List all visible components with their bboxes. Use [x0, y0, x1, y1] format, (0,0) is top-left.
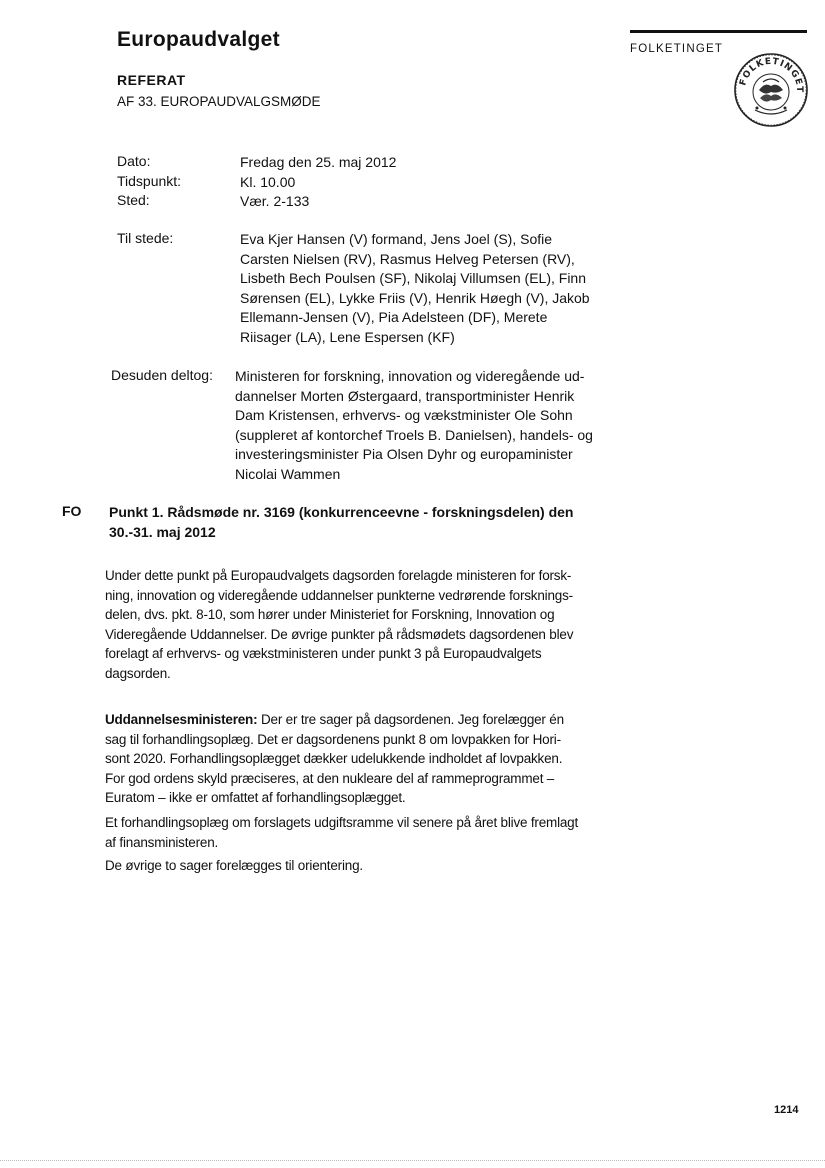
- place-value: Vær. 2-133: [240, 193, 310, 209]
- date-label: Dato:: [117, 153, 151, 169]
- paragraph-line: Videregående Uddannelser. De øvrige punkter på rådsmødets dagsordenen blev: [105, 626, 574, 642]
- attendees-label: Til stede:: [117, 230, 174, 246]
- attendees-line: Eva Kjer Hansen (V) formand, Jens Joel (S), Sofie: [240, 231, 553, 247]
- agenda-item-heading: [109, 503, 589, 542]
- minister-statement: [105, 710, 600, 808]
- agenda-heading-line: Punkt 1. Rådsmøde nr. 3169 (konkurrenceevne - forskningsdelen) den: [109, 504, 574, 520]
- attendees-line: Lisbeth Bech Poulsen (SF), Nikolaj Villumsen (EL), Finn: [240, 270, 587, 286]
- time-label: Tidspunkt:: [117, 173, 182, 189]
- paragraph-line: Under dette punkt på Europaudvalgets dagsorden forelagde ministeren for forsk-: [105, 568, 572, 583]
- paragraph-line: Et forhandlingsoplæg om forslagets udgiftsramme vil senere på året blive fremlagt: [105, 815, 579, 830]
- meeting-number: AF 33. EUROPAUDVALGSMØDE: [117, 94, 321, 109]
- attendees-line: Ellemann-Jensen (V), Pia Adelsteen (DF), Merete: [240, 309, 548, 325]
- paragraph-line: For god ordens skyld præciseres, at den nukleare del af rammeprogrammet –: [105, 770, 555, 786]
- attendees-line: Carsten Nielsen (RV), Rasmus Helveg Petersen (RV),: [240, 250, 575, 267]
- attendees-line: Riisager (LA), Lene Espersen (KF): [240, 328, 455, 345]
- also-present-line: dannelser Morten Østergaard, transportminister Henrik: [235, 387, 575, 404]
- page-edge-divider: [0, 1160, 825, 1162]
- attendees-list: [240, 230, 590, 347]
- attendees-line: Sørensen (EL), Lykke Friis (V), Henrik Høegh (V), Jakob: [240, 289, 590, 306]
- also-present-line: Dam Kristensen, erhvervs- og vækstminister Ole Sohn: [235, 407, 573, 423]
- intro-paragraph: [105, 566, 600, 683]
- paragraph-line: sont 2020. Forhandlingsoplægget dækker udelukkende indholdet af lovpakken.: [105, 751, 563, 766]
- document-type: REFERAT: [117, 72, 186, 88]
- time-value: Kl. 10.00: [240, 174, 296, 190]
- paragraph-line: dagsorden.: [105, 665, 171, 681]
- folketinget-seal-logo: [733, 52, 809, 128]
- also-present-line: Ministeren for forskning, innovation og videregående ud-: [235, 368, 585, 384]
- closing-paragraph: De øvrige to sager forelægges til orientering.: [105, 858, 363, 873]
- margin-code: FO: [62, 503, 82, 519]
- paragraph-line: Euratom – ikke er omfattet af forhandlingsoplægget.: [105, 790, 406, 805]
- header-rule: [630, 30, 807, 33]
- paragraph-line: sag til forhandlingsoplæg. Det er dagsordenens punkt 8 om lovpakken for Hori-: [105, 731, 561, 747]
- paragraph-line: delen, dvs. pkt. 8-10, som hører under Ministeriet for Forskning, Innovation og: [105, 607, 555, 622]
- also-present-line: Nicolai Wammen: [235, 465, 341, 482]
- statement-first-line: Der er tre sager på dagsordenen. Jeg forelægger én: [257, 712, 564, 727]
- paragraph-line: ning, innovation og videregående uddannelser punkterne vedrørende forsknings-: [105, 587, 573, 603]
- paragraph-line: af finansministeren.: [105, 834, 219, 850]
- paragraph-line: [105, 710, 600, 730]
- date-value: Fredag den 25. maj 2012: [240, 154, 397, 170]
- also-present-line: (suppleret af kontorchef Troels B. Danielsen), handels- og: [235, 426, 593, 443]
- paragraph-line: forelagt af erhvervs- og vækstministeren under punkt 3 på Europaudvalgets: [105, 646, 542, 661]
- seal-text: FOLKETINGET: [738, 56, 805, 94]
- speaker-name: Uddannelsesministeren:: [105, 712, 258, 727]
- budget-paragraph: [105, 813, 600, 852]
- committee-title: Europaudvalget: [117, 28, 280, 51]
- also-present-label: Desuden deltog:: [111, 367, 213, 383]
- page-number: 1214: [774, 1104, 799, 1116]
- brand-name: FOLKETINGET: [630, 43, 724, 55]
- agenda-heading-line: 30.-31. maj 2012: [109, 523, 216, 540]
- also-present-list: [235, 367, 605, 484]
- place-label: Sted:: [117, 192, 150, 208]
- also-present-line: investeringsminister Pia Olsen Dyhr og europaminister: [235, 446, 573, 462]
